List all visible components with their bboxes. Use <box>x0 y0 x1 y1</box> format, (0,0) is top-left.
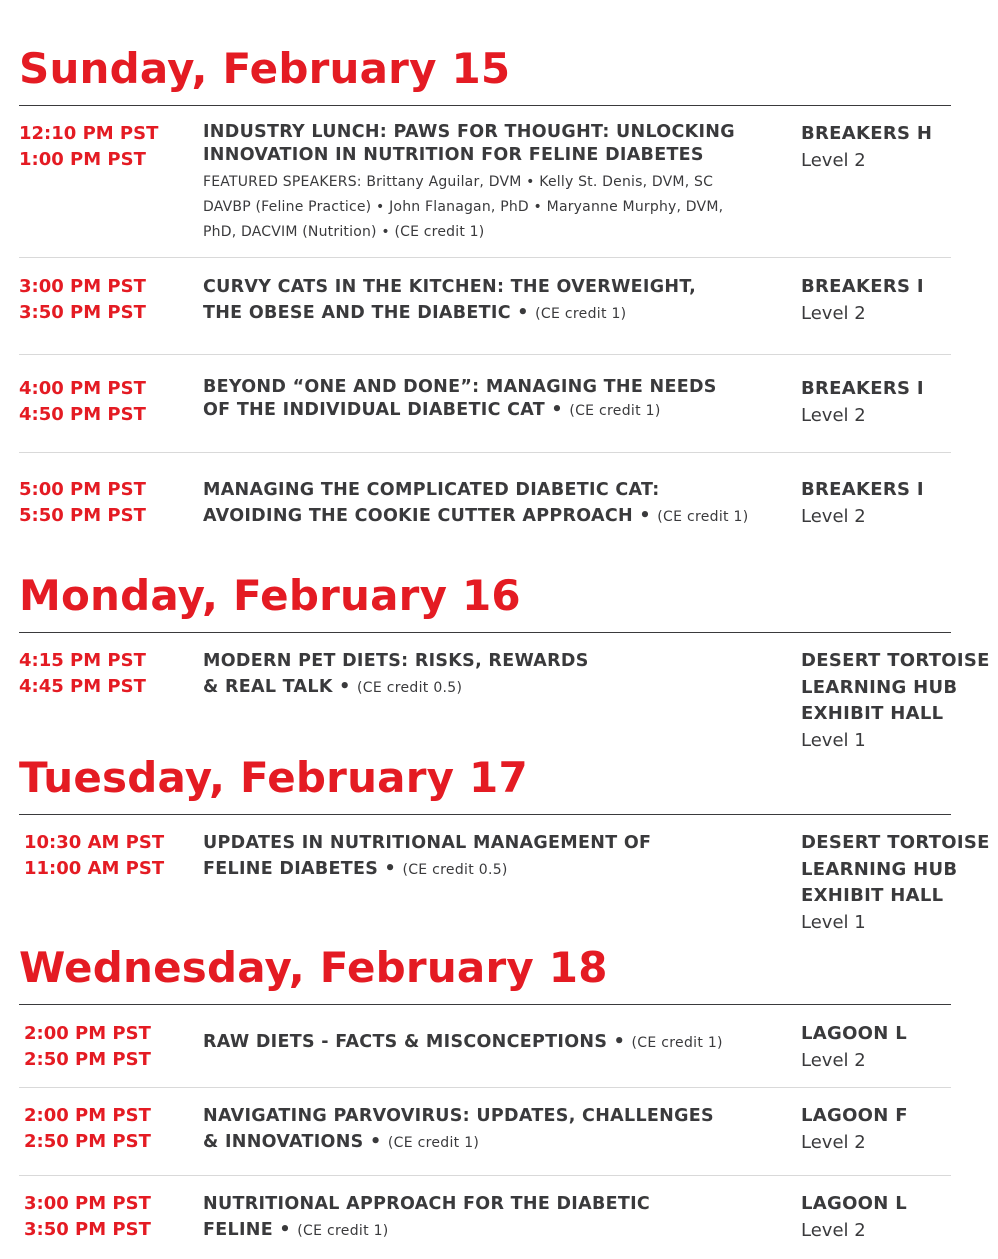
session-time <box>24 830 164 882</box>
featured-speakers <box>203 170 773 245</box>
room-level: Level 1 <box>801 911 866 933</box>
ce-credit: (CE credit 1) <box>657 509 749 525</box>
session-title-line: MODERN PET DIETS: RISKS, REWARDS <box>203 651 589 671</box>
start-time: 4:15 PM PST <box>19 650 146 671</box>
end-time: 4:50 PM PST <box>19 404 146 425</box>
session-title-line: INDUSTRY LUNCH: PAWS FOR THOUGHT: UNLOCKING <box>203 122 735 142</box>
bullet-separator: • <box>613 1032 626 1052</box>
room-level: Level 2 <box>801 1219 866 1241</box>
end-time: 2:50 PM PST <box>24 1131 151 1152</box>
session-location <box>801 648 990 754</box>
session-title-line: INNOVATION IN NUTRITION FOR FELINE DIABETES <box>203 145 704 165</box>
session-divider <box>19 452 951 453</box>
heading-rule <box>19 814 951 815</box>
session-title-line: BEYOND “ONE AND DONE”: MANAGING THE NEEDS <box>203 377 717 397</box>
session-time <box>19 648 146 700</box>
session-details <box>203 477 773 530</box>
ce-credit: (CE credit 1) <box>387 1135 480 1151</box>
start-time: 3:00 PM PST <box>19 276 146 297</box>
session-details <box>203 376 773 423</box>
end-time: 1:00 PM PST <box>19 149 146 170</box>
room-name: LAGOON L <box>801 1023 907 1044</box>
day-heading-sunday: Sunday, February 15 <box>19 44 511 93</box>
heading-rule <box>19 105 951 106</box>
session-location <box>801 477 924 530</box>
room-name: LAGOON F <box>801 1105 908 1126</box>
start-time: 12:10 PM PST <box>19 123 159 144</box>
end-time: 3:50 PM PST <box>19 302 146 323</box>
room-name: DESERT TORTOISE <box>801 832 990 853</box>
session-title-line: & INNOVATIONS <box>203 1132 364 1152</box>
session-title <box>203 121 773 167</box>
start-time: 4:00 PM PST <box>19 378 146 399</box>
day-heading-tuesday: Tuesday, February 17 <box>19 753 528 802</box>
session-time <box>19 274 146 326</box>
session-time <box>19 121 158 173</box>
room-level: Level 2 <box>801 149 866 171</box>
speakers-line: FEATURED SPEAKERS: Brittany Aguilar, DVM • Kelly St. Denis, DVM, SC <box>203 174 714 190</box>
room-name: BREAKERS I <box>801 276 924 297</box>
session-title <box>203 1103 773 1156</box>
room-name: BREAKERS I <box>801 378 924 399</box>
session-title <box>203 830 773 883</box>
start-time: 5:00 PM PST <box>19 479 146 500</box>
session-title-line: NUTRITIONAL APPROACH FOR THE DIABETIC <box>203 1194 651 1214</box>
session-details <box>203 1031 773 1055</box>
session-location <box>801 1021 907 1074</box>
session-title <box>203 1191 773 1244</box>
heading-rule <box>19 632 951 633</box>
room-name: LEARNING HUB <box>801 858 958 880</box>
session-location <box>801 1191 907 1244</box>
room-name: LEARNING HUB <box>801 676 958 698</box>
session-title-line: FELINE <box>203 1220 273 1240</box>
room-level: Level 2 <box>801 302 866 324</box>
speakers-line: PhD, DACVIM (Nutrition) • (CE credit 1) <box>203 224 485 240</box>
end-time: 11:00 AM PST <box>24 858 165 879</box>
session-title-line: CURVY CATS IN THE KITCHEN: THE OVERWEIGHT, <box>203 277 697 297</box>
bullet-separator: • <box>551 400 563 420</box>
day-heading-monday: Monday, February 16 <box>19 571 521 620</box>
session-title <box>203 477 773 530</box>
room-name: EXHIBIT HALL <box>801 703 944 724</box>
ce-credit: (CE credit 1) <box>535 306 627 322</box>
room-name: EXHIBIT HALL <box>801 885 944 906</box>
day-heading-wednesday: Wednesday, February 18 <box>19 943 608 992</box>
session-title <box>203 648 773 701</box>
session-title-line: OF THE INDIVIDUAL DIABETIC CAT <box>203 400 546 420</box>
room-name: LAGOON L <box>801 1193 907 1214</box>
ce-credit: (CE credit 1) <box>297 1223 389 1239</box>
session-title-line: NAVIGATING PARVOVIRUS: UPDATES, CHALLENGES <box>203 1106 714 1126</box>
session-title-line: MANAGING THE COMPLICATED DIABETIC CAT: <box>203 480 660 500</box>
session-time <box>24 1021 151 1073</box>
speakers-line: DAVBP (Feline Practice) • John Flanagan, PhD • Maryanne Murphy, DVM, <box>203 199 724 215</box>
session-time <box>19 477 146 529</box>
start-time: 10:30 AM PST <box>24 832 165 853</box>
session-location <box>801 376 924 429</box>
session-time <box>19 376 146 428</box>
room-name: DESERT TORTOISE <box>801 650 990 671</box>
bullet-separator: • <box>639 506 651 526</box>
room-name: BREAKERS I <box>801 479 924 500</box>
ce-credit: (CE credit 0.5) <box>402 862 508 878</box>
session-details <box>203 830 773 883</box>
session-location <box>801 274 924 327</box>
session-details <box>203 1191 773 1244</box>
bullet-separator: • <box>517 303 529 323</box>
session-title-line: AVOIDING THE COOKIE CUTTER APPROACH <box>203 506 633 526</box>
session-title <box>203 376 773 423</box>
session-divider <box>19 354 951 355</box>
bullet-separator: • <box>279 1220 291 1240</box>
end-time: 4:45 PM PST <box>19 676 146 697</box>
bullet-separator: • <box>339 677 351 697</box>
session-title-line: UPDATES IN NUTRITIONAL MANAGEMENT OF <box>203 833 652 853</box>
ce-credit: (CE credit 1) <box>569 403 661 419</box>
session-location <box>801 830 990 936</box>
room-level: Level 2 <box>801 505 866 527</box>
session-details <box>203 1103 773 1156</box>
bullet-separator: • <box>384 859 397 879</box>
session-location <box>801 1103 908 1156</box>
ce-credit: (CE credit 0.5) <box>357 680 463 696</box>
session-time <box>24 1191 151 1243</box>
session-title-line: RAW DIETS - FACTS & MISCONCEPTIONS <box>203 1032 608 1052</box>
session-title-line: FELINE DIABETES <box>203 859 379 879</box>
ce-credit: (CE credit 1) <box>631 1035 723 1051</box>
room-level: Level 1 <box>801 729 866 751</box>
session-title-line: THE OBESE AND THE DIABETIC <box>203 303 511 323</box>
session-divider <box>19 1087 951 1088</box>
heading-rule <box>19 1004 951 1005</box>
session-divider <box>19 1175 951 1176</box>
session-title <box>203 274 773 327</box>
session-title-line: & REAL TALK <box>203 677 333 697</box>
start-time: 2:00 PM PST <box>24 1105 151 1126</box>
bullet-separator: • <box>370 1132 382 1152</box>
start-time: 2:00 PM PST <box>24 1023 151 1044</box>
session-time <box>24 1103 151 1155</box>
session-location <box>801 121 932 174</box>
session-details <box>203 121 773 245</box>
room-name: BREAKERS H <box>801 123 933 144</box>
end-time: 2:50 PM PST <box>24 1049 151 1070</box>
room-level: Level 2 <box>801 1131 866 1153</box>
room-level: Level 2 <box>801 1049 866 1071</box>
session-divider <box>19 257 951 258</box>
session-details <box>203 274 773 327</box>
session-title <box>203 1031 773 1055</box>
end-time: 5:50 PM PST <box>19 505 146 526</box>
room-level: Level 2 <box>801 404 866 426</box>
end-time: 3:50 PM PST <box>24 1219 151 1240</box>
session-details <box>203 648 773 701</box>
start-time: 3:00 PM PST <box>24 1193 151 1214</box>
